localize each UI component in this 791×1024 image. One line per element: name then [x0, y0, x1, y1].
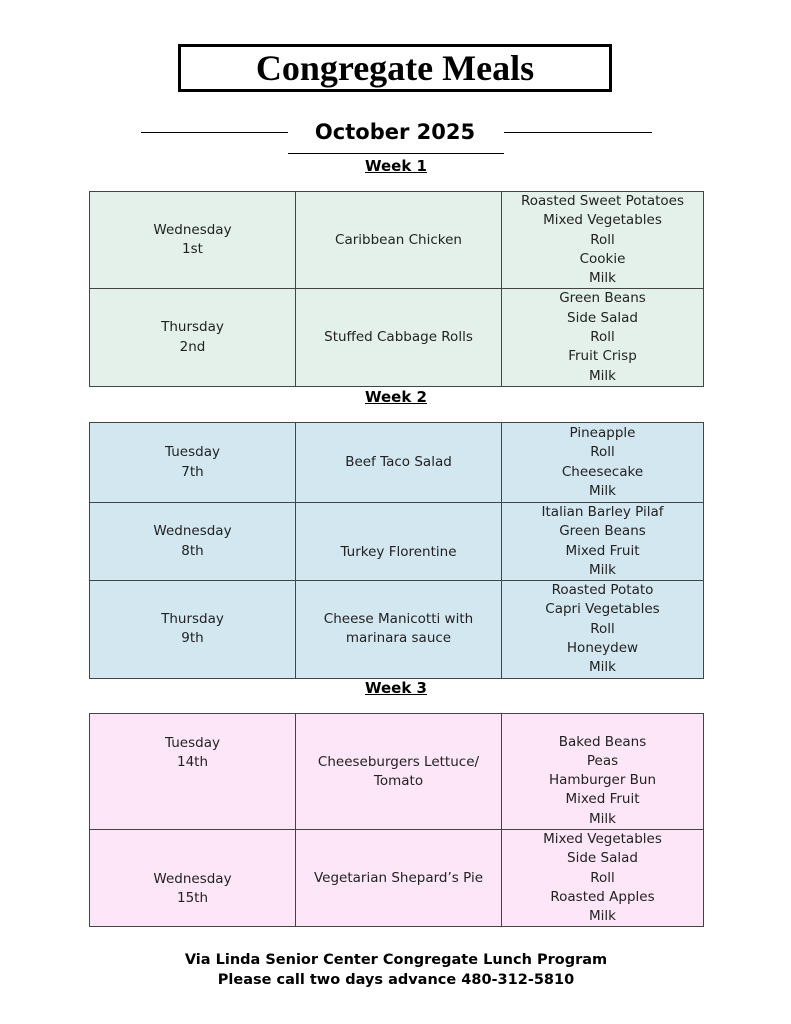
sides-cell — [502, 423, 704, 503]
side-item: Roasted Apples — [550, 888, 655, 905]
side-item: Milk — [589, 561, 616, 578]
day-date: 2nd — [179, 338, 206, 355]
sides-cell — [502, 503, 704, 581]
footer-contact-line: Please call two days advance 480-312-5810 — [217, 972, 575, 988]
side-item: Mixed Fruit — [565, 791, 640, 808]
week-1-table — [89, 191, 704, 387]
sides-cell — [502, 192, 704, 289]
side-item: Baked Beans — [558, 733, 647, 750]
day-name: Tuesday — [165, 444, 220, 461]
day-cell — [90, 714, 296, 830]
day-cell — [90, 830, 296, 927]
table-row — [90, 192, 704, 289]
week-3-label: Week 3 — [365, 679, 427, 697]
entree-line: Caribbean Chicken — [335, 231, 462, 248]
page-title: Congregate Meals — [255, 48, 535, 88]
side-item: Roll — [590, 620, 615, 637]
side-item: Roll — [590, 444, 615, 461]
sides-cell — [502, 289, 704, 386]
entree-line: Cheese Manicotti with — [323, 611, 474, 628]
side-item: Green Beans — [559, 290, 646, 307]
day-date: 14th — [176, 754, 209, 771]
side-item: Roasted Sweet Potatoes — [521, 193, 684, 209]
week-1-label: Week 1 — [365, 157, 427, 175]
entree-line: Vegetarian Shepard’s Pie — [313, 869, 484, 886]
side-item: Green Beans — [559, 523, 646, 540]
sides-cell — [502, 714, 704, 830]
footer-program-line: Via Linda Senior Center Congregate Lunch Program — [184, 952, 608, 968]
table-row — [90, 581, 704, 678]
side-item: Milk — [589, 482, 616, 499]
entree-cell — [296, 423, 502, 503]
side-item: Italian Barley Pilaf — [541, 504, 664, 520]
week-2-label: Week 2 — [365, 388, 427, 406]
entree-line: Beef Taco Salad — [345, 453, 452, 470]
day-cell — [90, 192, 296, 289]
side-item: Hamburger Bun — [548, 772, 657, 789]
side-item: Mixed Vegetables — [543, 212, 662, 229]
day-name: Wednesday — [153, 221, 232, 238]
day-cell — [90, 289, 296, 386]
side-item: Mixed Vegetables — [543, 831, 662, 847]
side-item: Cookie — [579, 250, 626, 267]
side-item: Honeydew — [566, 640, 639, 657]
day-name: Tuesday — [165, 735, 220, 751]
side-item: Cheesecake — [561, 463, 644, 480]
table-row — [90, 503, 704, 581]
entree-line: Turkey Florentine — [340, 543, 457, 560]
entree-line: marinara sauce — [345, 630, 452, 647]
week-2-table — [89, 422, 704, 679]
entree-cell — [296, 289, 502, 386]
day-name: Thursday — [161, 611, 224, 628]
title-box — [178, 44, 612, 92]
day-date: 7th — [181, 463, 204, 480]
sides-cell — [502, 581, 704, 678]
side-item: Mixed Fruit — [565, 542, 640, 559]
day-date: 8th — [181, 542, 204, 559]
table-row — [90, 714, 704, 830]
side-item: Milk — [589, 810, 616, 827]
side-item: Capri Vegetables — [545, 601, 660, 618]
side-item: Side Salad — [567, 309, 638, 326]
week-3-table — [89, 713, 704, 927]
day-name: Wednesday — [153, 870, 232, 887]
day-date: 1st — [182, 241, 203, 258]
side-item: Peas — [586, 752, 619, 769]
side-item: Milk — [589, 367, 616, 384]
month-rule-right — [504, 132, 652, 133]
entree-cell — [296, 714, 502, 830]
side-item: Milk — [589, 908, 616, 925]
day-date: 9th — [181, 630, 204, 647]
side-item: Roll — [590, 869, 615, 886]
month-underline — [288, 153, 504, 154]
day-cell — [90, 503, 296, 581]
day-name: Thursday — [161, 319, 224, 336]
day-name: Wednesday — [153, 523, 232, 540]
day-cell — [90, 423, 296, 503]
entree-line: Tomato — [373, 773, 424, 790]
entree-cell — [296, 581, 502, 678]
entree-cell — [296, 503, 502, 581]
side-item: Side Salad — [567, 850, 638, 867]
entree-cell — [296, 192, 502, 289]
table-row — [90, 289, 704, 386]
table-row — [90, 423, 704, 503]
month-heading: October 2025 — [314, 120, 476, 144]
side-item: Milk — [589, 270, 616, 287]
side-item: Pineapple — [569, 424, 636, 441]
side-item: Fruit Crisp — [568, 348, 637, 365]
side-item: Roll — [590, 231, 615, 248]
side-item: Milk — [589, 659, 616, 676]
sides-cell — [502, 830, 704, 927]
side-item: Roll — [590, 329, 615, 346]
table-row — [90, 830, 704, 927]
day-cell — [90, 581, 296, 678]
month-rule-left — [141, 132, 288, 133]
side-item: Roasted Potato — [551, 582, 654, 599]
entree-line: Cheeseburgers Lettuce/ — [317, 754, 480, 770]
entree-cell — [296, 830, 502, 927]
day-date: 15th — [176, 890, 209, 907]
entree-line: Stuffed Cabbage Rolls — [324, 329, 473, 346]
